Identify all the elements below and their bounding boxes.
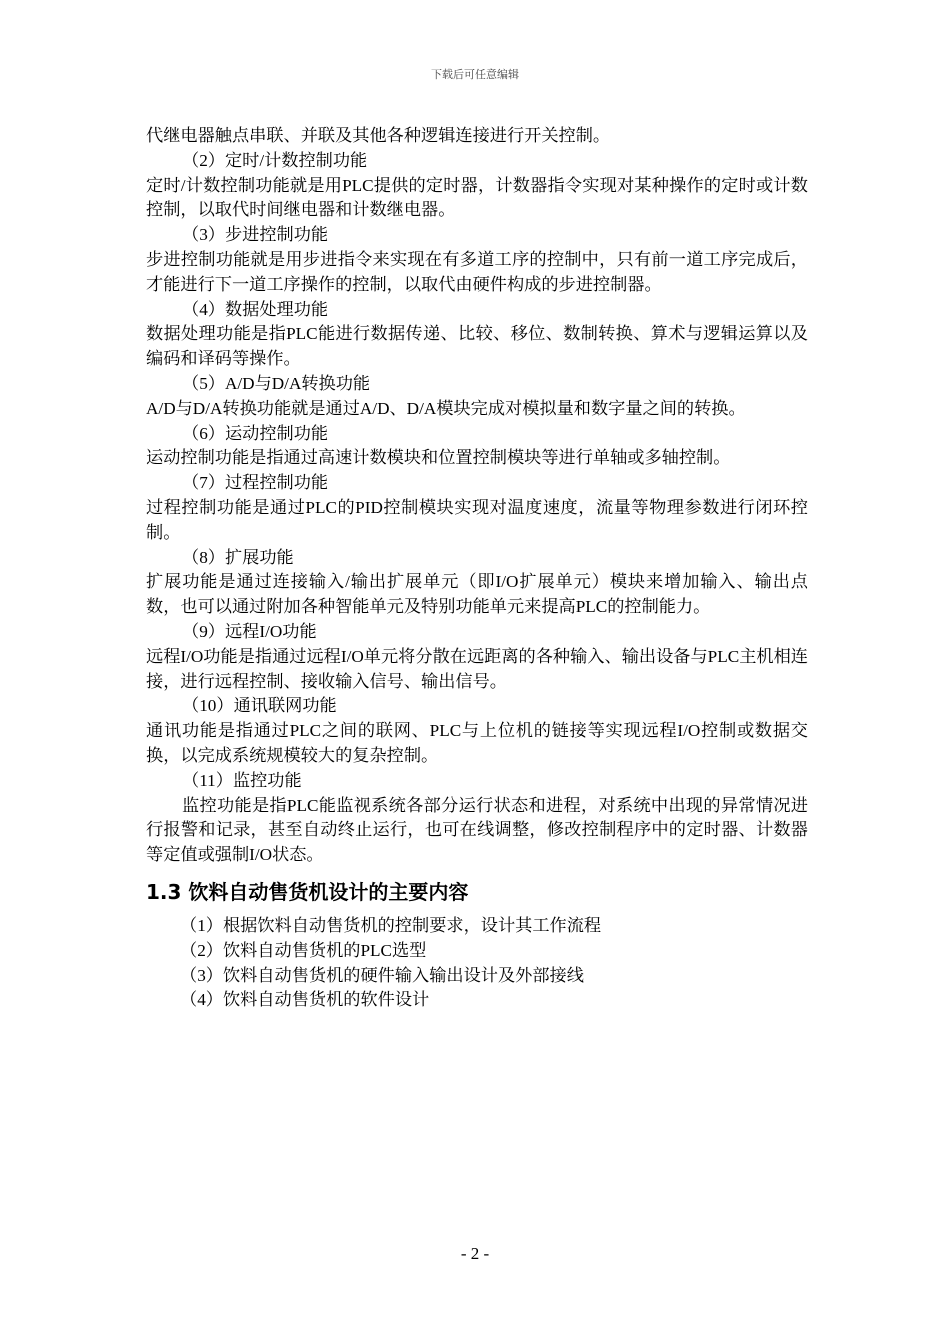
header-note: 下载后可任意编辑 — [431, 68, 519, 81]
subsection-title: （5）A/D与D/A转换功能 — [182, 373, 371, 393]
subsection-title: （11）监控功能 — [182, 770, 302, 790]
body-paragraph: A/D与D/A转换功能就是通过A/D、D/A模块完成对模拟量和数字量之间的转换。 — [146, 398, 746, 418]
subsection-title: （10）通讯联网功能 — [182, 696, 337, 716]
body-paragraph: 代继电器触点串联、并联及其他各种逻辑连接进行开关控制。 — [146, 126, 611, 145]
body-paragraph: 通讯功能是指通过PLC之间的联网、PLC与上位机的链接等实现远程I/O控制或数据交换，以完成系统规模较大的复杂控制。 — [146, 721, 808, 765]
page-content — [146, 124, 808, 1013]
body-paragraph: 监控功能是指PLC能监视系统各部分运行状态和进程，对系统中出现的异常情况进行报警和记录，甚至自动终止运行，也可在线调整，修改控制程序中的定时器、计数器等定值或强制I/O状态。 — [146, 795, 808, 865]
section-item: （3）饮料自动售货机的硬件输入输出设计及外部接线 — [180, 965, 584, 985]
section-item: （4）饮料自动售货机的软件设计 — [180, 990, 430, 1010]
section-heading: 1.3 饮料自动售货机设计的主要内容 — [146, 879, 469, 904]
section-item-list — [146, 914, 808, 1013]
subsection-title: （7）过程控制功能 — [182, 473, 329, 493]
body-paragraph: 步进控制功能就是用步进指令来实现在有多道工序的控制中，只有前一道工序完成后，才能进行下一道工序操作的控制，以取代由硬件构成的步进控制器。 — [146, 249, 808, 294]
body-paragraph: 远程I/O功能是指通过远程I/O单元将分散在远距离的各种输入、输出设备与PLC主机相连接，进行远程控制、接收输入信号、输出信号。 — [146, 646, 808, 691]
body-paragraph: 数据处理功能是指PLC能进行数据传递、比较、移位、数制转换、算术与逻辑运算以及编码和译码等操作。 — [146, 324, 808, 369]
body-paragraph: 定时/计数控制功能就是用PLC提供的定时器，计数器指令实现对某种操作的定时或计数控制，以取代时间继电器和计数继电器。 — [146, 175, 808, 220]
subsection-title: （9）远程I/O功能 — [182, 621, 317, 641]
body-paragraph: 过程控制功能是通过PLC的PID控制模块实现对温度速度，流量等物理参数进行闭环控制。 — [146, 497, 808, 542]
subsection-title: （6）运动控制功能 — [182, 423, 329, 443]
subsection-title: （4）数据处理功能 — [182, 299, 329, 319]
body-paragraph: 运动控制功能是指通过高速计数模块和位置控制模块等进行单轴或多轴控制。 — [146, 448, 731, 468]
section-item: （1）根据饮料自动售货机的控制要求，设计其工作流程 — [180, 915, 602, 935]
page-number: - 2 - — [460, 1244, 490, 1263]
section-item: （2）饮料自动售货机的PLC选型 — [180, 940, 427, 960]
subsection-title: （3）步进控制功能 — [182, 225, 329, 245]
body-paragraph: 扩展功能是通过连接输入/输出扩展单元（即I/O扩展单元）模块来增加输入、输出点数，也可以通过附加各种智能单元及特别功能单元来提高PLC的控制能力。 — [146, 572, 808, 617]
body-paragraphs — [146, 124, 808, 868]
subsection-title: （8）扩展功能 — [182, 547, 294, 567]
subsection-title: （2）定时/计数控制功能 — [182, 150, 368, 170]
